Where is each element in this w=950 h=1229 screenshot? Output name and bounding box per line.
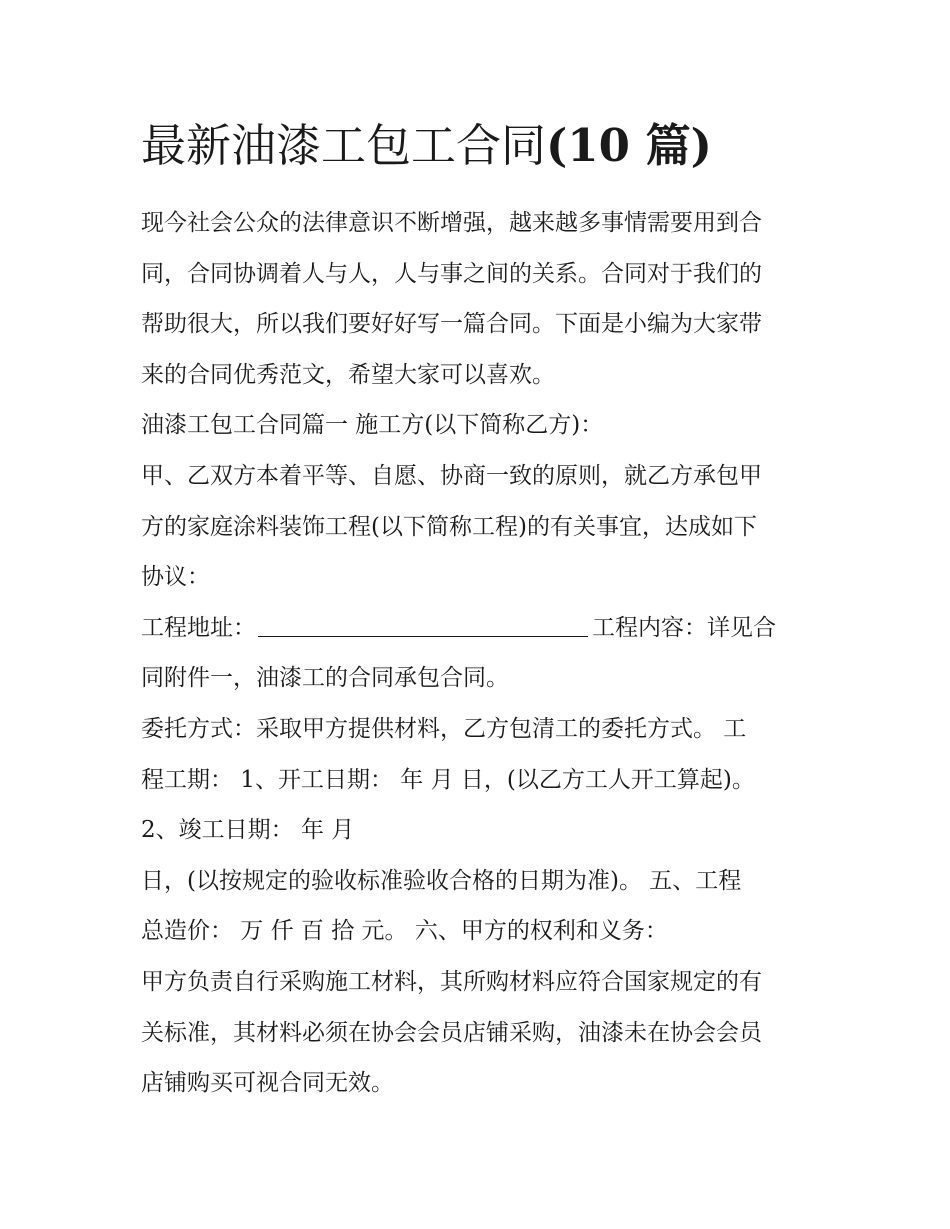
paragraph-line: 关标准，其材料必须在协会会员店铺采购，油漆未在协会会员 <box>141 1019 762 1046</box>
document-body <box>141 198 821 1109</box>
document-title <box>141 116 712 176</box>
paragraph-line: 日，(以按规定的验收标准验收合格的日期为准)。 五、工程 <box>141 867 742 894</box>
title-count: (10 篇) <box>546 119 712 172</box>
paragraph-line: 现今社会公众的法律意识不断增强，越来越多事情需要用到合 <box>141 210 762 236</box>
paragraph-line: 2、竣工日期： 年 月 <box>141 817 355 844</box>
paragraph-line: 来的合同优秀范文，希望大家可以喜欢。 <box>141 361 555 388</box>
paragraph-line: 店铺购买可视合同无效。 <box>141 1070 394 1097</box>
paragraph-line: 甲方负责自行采购施工材料，其所购材料应符合国家规定的有 <box>141 968 762 995</box>
paragraph-line: 同，合同协调着人与人，人与事之间的关系。合同对于我们的 <box>141 260 762 287</box>
address-blank <box>258 614 588 637</box>
address-label: 工程地址： <box>141 614 256 641</box>
paragraph-line: 协议： <box>141 564 210 591</box>
paragraph-line: 甲、乙双方本着平等、自愿、协商一致的原则，就乙方承包甲 <box>141 462 762 489</box>
paragraph-line: 同附件一，油漆工的合同承包合同。 <box>141 665 509 692</box>
paragraph-line: 方的家庭涂料装饰工程(以下简称工程)的有关事宜，达成如下 <box>141 513 757 540</box>
paragraph-line: 帮助很大，所以我们要好好写一篇合同。下面是小编为大家带 <box>141 311 762 338</box>
address-line <box>141 603 821 654</box>
paragraph-line: 总造价： 万 仟 百 拾 元。 六、甲方的权利和义务： <box>141 918 668 945</box>
project-content-label: 工程内容：详见合 <box>592 614 776 641</box>
section-heading-line: 油漆工包工合同篇一 施工方(以下简称乙方)： <box>141 412 604 439</box>
paragraph-line: 程工期： 1、开工日期： 年 月 日，(以乙方工人开工算起)。 <box>141 766 755 793</box>
title-text: 最新油漆工包工合同 <box>141 119 547 172</box>
paragraph-line: 委托方式：采取甲方提供材料，乙方包清工的委托方式。 工 <box>141 715 747 742</box>
